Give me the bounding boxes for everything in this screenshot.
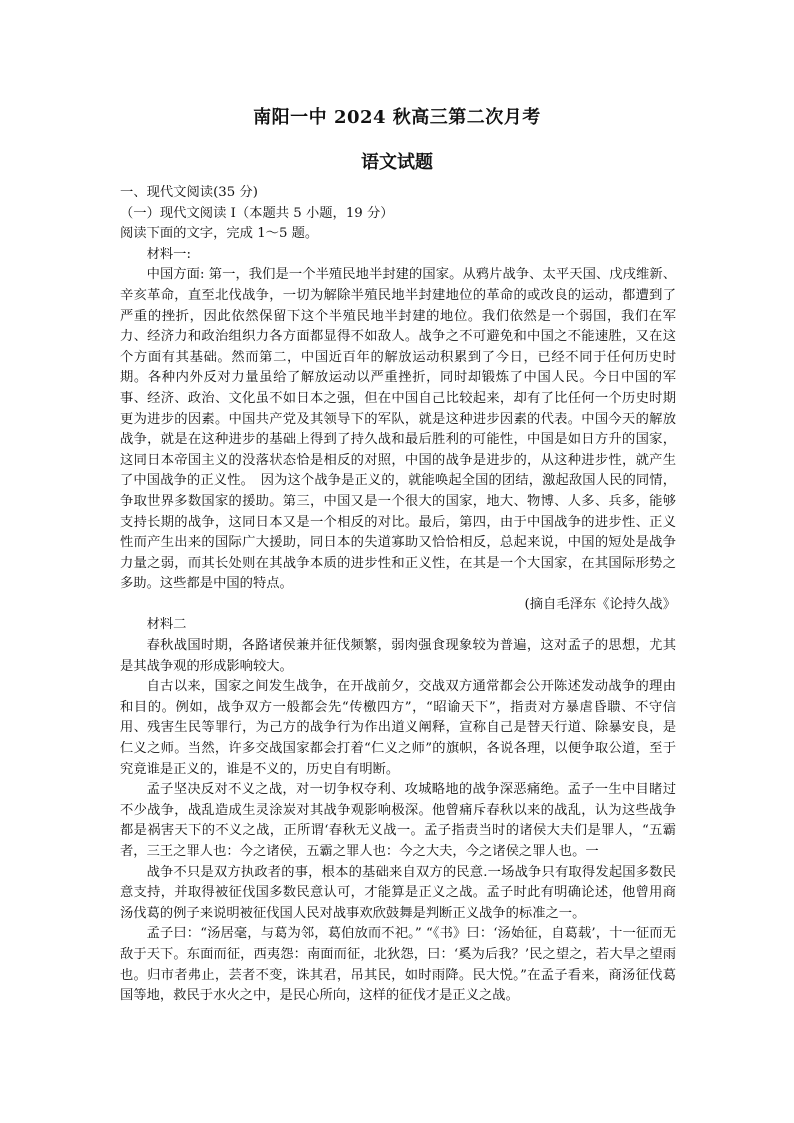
material2-paragraph-2: 自古以来，国家之间发生战争，在开战前夕，交战双方通常都会公开陈述发动战争的理由和目的。例如，战争双方一般都会先“传檄四方”，“昭谕天下”，指责对方暴虐昏聩、不守信用、残害生民等罪行，为己方的战争行为作出道义阐释，宣称自己是替天行道、除暴安良，是仁义之师。当然，许多交战国家都会打着“仁义之师”的旗帜，各说各理，以便争取公道，至于究竟谁是正义的，谁是不义的，历史自有明断。 bbox=[120, 679, 676, 777]
material1-source: (摘自毛泽东《论持久战》 bbox=[524, 596, 676, 612]
material2-paragraph-4: 战争不只是双方执政者的事，根本的基础来自双方的民意.一场战争只有取得发起国多数民意支持，并取得被征伐国多数民意认可，才能算是正义之战。孟子时此有明确论述，他曾用商汤伐葛的例子来说明被征伐国人民对战事欢欣鼓舞是判断正义战争的标准之一。 bbox=[120, 864, 676, 921]
section-heading: 一、现代文阅读(35 分) bbox=[120, 185, 258, 200]
exam-title: 南阳一中 2024 秋高三第二次月考 bbox=[253, 107, 541, 128]
material1-label: 材料一: bbox=[146, 246, 191, 262]
material2-paragraph-3: 孟子坚决反对不义之战，对一切争权夺利、攻城略地的战争深恶痛绝。孟子一生中目睹过不少战争，战乱造成生灵涂炭对其战争观影响极深。他曾痛斥春秋以来的战乱，认为这些战争都是祸害天下的不义之战，正所谓‘春秋无义战一。孟子指责当时的诸侯大夫们是罪人，“五霸者，三王之罪人也：今之诸侯，五霸之罪人也：今之大夫，今之诸侯之罪人也。一 bbox=[120, 782, 676, 859]
material2-label: 材料二 bbox=[146, 617, 187, 633]
material2-paragraph-1: 春秋战国时期，各路诸侯兼并征伐频繁，弱肉强食现象较为普遍，这对孟子的思想，尤其是其战争观的形成影响较大。 bbox=[120, 638, 676, 674]
exam-body bbox=[120, 183, 676, 1007]
material1-paragraph: 中国方面: 第一，我们是一个半殖民地半封建的国家。从鸦片战争、太平天国、戊戌维新、辛亥革命，直至北伐战争，一切为解除半殖民地半封建地位的革命的或改良的运动，都遭到了严重的挫折，因此依然保留下这个半殖民地半封建的地位。我们依然是一个弱国，我们在军力、经济力和政治组织力各方面都显得不如敌人。战争之不可避免和中国之不能速胜，又在这个方面有其基础。然而第二，中国近百年的解放运动积累到了今日，已经不同于任何历史时期。各种内外反对力量虽给了解放运动以严重挫折，同时却锻炼了中国人民。今日中国的军事、经济、政治、文化虽不如日本之强，但在中国自己比较起来，却有了比任何一个历史时期更为进步的因素。中国共产党及其领导下的军队，就是这种进步因素的代表。中国今天的解放战争，就是在这种进步的基础上得到了持久战和最后胜利的可能性，中国是如日方升的国家，这同日本帝国主义的没落状态恰是相反的对照，中国的战争是进步的，从这种进步性，就产生了中国战争的正义性。 因为这个战争是正义的，就能唤起全国的团结，激起敌国人民的同情，争取世界多数国家的援助。第三，中国又是一个很大的国家，地大、物博、人多、兵多，能够支持长期的战争，这同日本又是一个相反的对比。最后，第四，由于中国战争的进步性、正义性而产生出来的国际广大援助，同日本的失道寡助又恰恰相反，总起来说，中国的短处是战争力量之弱，而其长处则在其战争本质的进步性和正义性，在其是一个大国家，在其国际形势之多助。这些都是中国的特点。 bbox=[120, 267, 676, 592]
material2-paragraph-5: 孟子曰：“汤居毫，与葛为邻，葛伯放而不祀。” “《书》曰：‘汤始征，自葛载’，十一征而无敌于天下。东面而征，西夷怨：南面而征，北狄怨，曰：‘奚为后我？’民之望之，若大旱之望雨也。归市者弗止，芸者不变，诛其君，吊其民，如时雨降。民大悦。”在孟子看来，商汤征伐葛国等地，救民于水火之中，是民心所向，这样的征伐才是正义之战。 bbox=[120, 926, 676, 1004]
reading-instruction: 阅读下面的文字，完成 1～5 题。 bbox=[120, 226, 319, 242]
part-heading: （一）现代文阅读 I（本题共 5 小题，19 分） bbox=[120, 205, 394, 221]
exam-subtitle: 语文试题 bbox=[361, 152, 433, 173]
